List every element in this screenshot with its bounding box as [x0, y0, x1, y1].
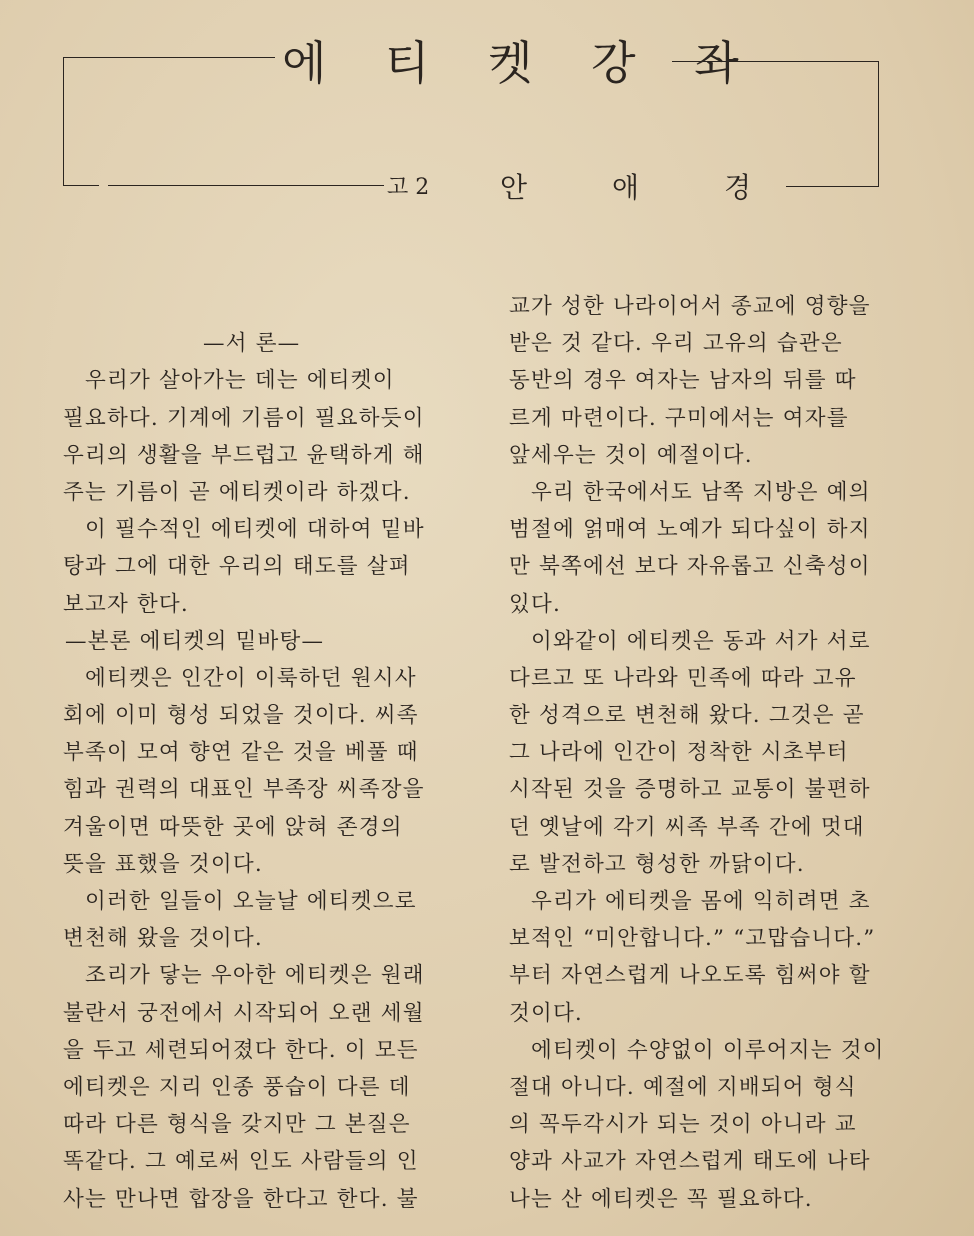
text-line: 힘과 권력의 대표인 부족장 씨족장을 — [63, 777, 425, 803]
text-line: 회에 이미 형성 되었을 것이다. 씨족 — [63, 703, 419, 729]
text-line: 겨울이면 따뜻한 곳에 앉혀 존경의 — [63, 814, 403, 840]
text-line: 동반의 경우 여자는 남자의 뒤를 따 — [509, 368, 857, 394]
byline-rule-left — [63, 185, 99, 186]
text-line: 나는 산 에티켓은 꼭 필요하다. — [509, 1186, 813, 1212]
text-line: 탕과 그에 대한 우리의 태도를 살펴 — [63, 554, 411, 580]
title-rule-left — [63, 57, 275, 58]
text-line: 한 성격으로 변천해 왔다. 그것은 곧 — [509, 703, 865, 729]
text-line: 사는 만나면 합장을 한다고 한다. 불 — [63, 1186, 419, 1212]
text-line: 불란서 궁전에서 시작되어 오랜 세월 — [63, 1000, 425, 1026]
author-name-char: 경 — [724, 171, 752, 204]
frame-left-edge — [63, 57, 64, 185]
text-line: 받은 것 같다. 우리 고유의 습관은 — [509, 331, 843, 357]
text-line: 시작된 것을 증명하고 교통이 불편하 — [509, 777, 871, 803]
text-line: 부족이 모여 향연 같은 것을 베풀 때 — [63, 740, 419, 766]
text-line: 앞세우는 것이 예절이다. — [509, 442, 753, 468]
text-line: 조리가 닿는 우아한 에티켓은 원래 — [85, 963, 425, 989]
text-line: 우리의 생활을 부드럽고 윤택하게 해 — [63, 442, 425, 468]
right-text-column — [509, 288, 909, 1218]
text-line: 우리가 살아가는 데는 에티켓이 — [85, 368, 395, 394]
article-header — [0, 0, 974, 220]
author-name-char: 애 — [612, 171, 640, 204]
text-line: 이와같이 에티켓은 동과 서가 서로 — [531, 628, 871, 654]
text-line: 던 옛날에 각기 씨족 부족 간에 멋대 — [509, 814, 865, 840]
author-grade: 고 2 — [387, 175, 430, 200]
text-line: 만 북쪽에선 보다 자유롭고 신축성이 — [509, 554, 871, 580]
text-line: 것이다. — [509, 1000, 583, 1026]
text-line: 똑같다. 그 예로써 인도 사람들의 인 — [63, 1149, 419, 1175]
text-line: 보고자 한다. — [63, 591, 189, 617]
text-line: 르게 마련이다. 구미에서는 여자를 — [509, 405, 849, 431]
text-line: 범절에 얽매여 노예가 되다싶이 하지 — [509, 517, 871, 543]
text-line: 필요하다. 기계에 기름이 필요하듯이 — [63, 405, 425, 431]
text-line: 의 꼭두각시가 되는 것이 아니라 교 — [509, 1112, 857, 1138]
author-name — [500, 168, 836, 208]
text-line: 이러한 일들이 오늘날 에티켓으로 — [85, 889, 417, 914]
text-line: 교가 성한 나라이어서 종교에 영향을 — [509, 294, 871, 319]
text-line: 에티켓은 지리 인종 풍습이 다른 데 — [63, 1074, 411, 1100]
text-line: 이 필수적인 에티켓에 대하여 밑바 — [85, 517, 425, 543]
text-line: 그 나라에 인간이 정착한 시초부터 — [509, 740, 849, 766]
text-line: 에티켓이 수양없이 이루어지는 것이 — [531, 1037, 885, 1063]
frame-right-edge — [878, 61, 879, 187]
text-line: 주는 기름이 곧 에티켓이라 하겠다. — [63, 479, 411, 505]
byline-rule-mid — [108, 185, 384, 186]
text-line: 에티켓은 인간이 이룩하던 원시사 — [85, 665, 417, 691]
text-line — [63, 288, 473, 325]
text-line: 보적인 “미안합니다.” “고맙습니다.” — [509, 926, 876, 952]
article-title: 에 티 켓 강 좌 — [282, 36, 761, 90]
text-line: 우리 한국에서도 남쪽 지방은 예의 — [531, 479, 871, 505]
text-line: 있다. — [509, 591, 561, 617]
text-line: 뜻을 표했을 것이다. — [63, 851, 263, 877]
section-heading: —본론 에티켓의 밑바탕— — [65, 628, 325, 654]
text-line: 절대 아니다. 예절에 지배되어 형식 — [509, 1074, 857, 1100]
text-line: 로 발전하고 형성한 까닭이다. — [509, 851, 805, 877]
text-line: 변천해 왔을 것이다. — [63, 926, 263, 952]
text-line: 다르고 또 나라와 민족에 따라 고유 — [509, 665, 857, 691]
text-line: 양과 사교가 자연스럽게 태도에 나타 — [509, 1149, 871, 1175]
text-line: 부터 자연스럽게 나오도록 힘써야 할 — [509, 963, 871, 989]
author-name-char: 안 — [500, 171, 528, 204]
section-heading: —서 론— — [203, 331, 301, 357]
text-line: 을 두고 세련되어졌다 한다. 이 모든 — [63, 1037, 419, 1063]
text-line: 우리가 에티켓을 몸에 익히려면 초 — [531, 889, 871, 914]
text-line: 따라 다른 형식을 갖지만 그 본질은 — [63, 1112, 411, 1138]
left-text-column — [63, 288, 473, 1218]
